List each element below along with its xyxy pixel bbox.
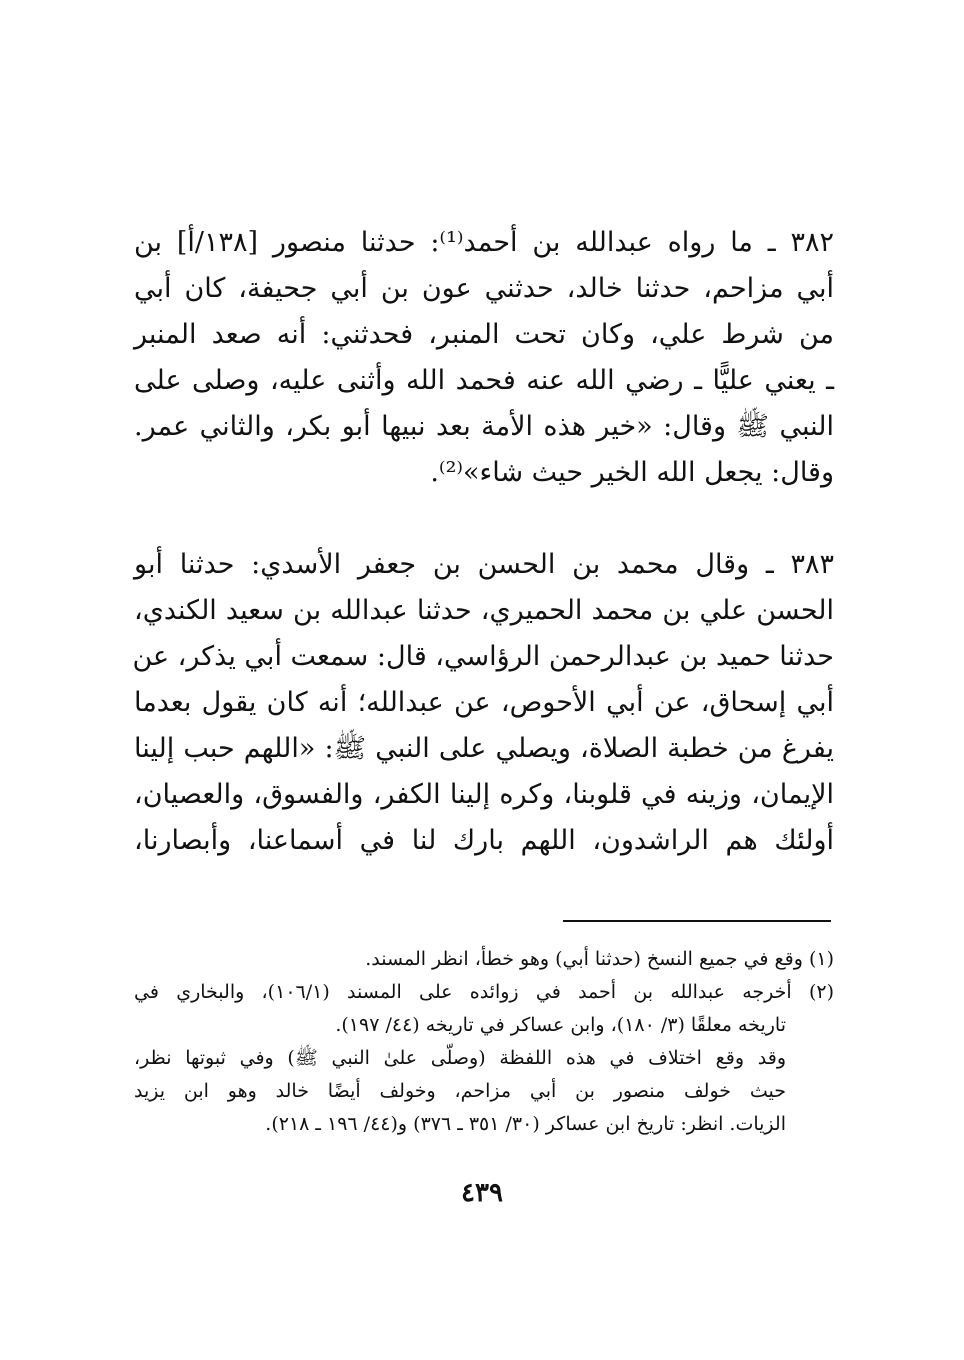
hadith-382-line-3: من شرط علي، وكان تحت المنبر، فحدثني: أنه صعد المنبر: [134, 319, 834, 350]
page-number: ٤٣٩: [461, 1178, 503, 1208]
hadith-382-paragraph: [134, 220, 834, 496]
footnote-2-line-4: حيث خولف منصور بن أبي مزاحم، وخولف أيضًا خالد وهو ابن يزيد: [134, 1080, 786, 1102]
hadith-383-line-7: أولئك هم الراشدون، اللهم بارك لنا في أسماعنا، وأبصارنا،: [134, 825, 834, 856]
hadith-382-line-2: أبي مزاحم، حدثنا خالد، حدثني عون بن أبي جحيفة، كان أبي: [134, 273, 834, 304]
hadith-383-line-6: الإيمان، وزينه في قلوبنا، وكره إلينا الكفر، والفسوق، والعصيان،: [134, 779, 834, 810]
hadith-383-paragraph: [134, 542, 834, 864]
hadith-383-line-3: حدثنا حميد بن عبدالرحمن الرؤاسي، قال: سمعت أبي يذكر، عن: [132, 641, 834, 672]
footnote-2-line-2: تاريخه معلقًا (٣/ ١٨٠)، وابن عساكر في تاريخه (٤٤/ ١٩٧).: [335, 1014, 786, 1036]
hadith-383-line-4: أبي إسحاق، عن أبي الأحوص، عن عبدالله؛ أنه كان يقول بعدما: [134, 687, 834, 718]
footnote-1: (١) وقع في جميع النسخ (حدثنا أبي) وهو خطأ، انظر المسند.: [365, 948, 834, 970]
hadith-383-line-2: الحسن علي بن محمد الحميري، حدثنا عبدالله بن سعيد الكندي،: [134, 595, 834, 626]
footnote-2-line-5: الزيات. انظر: تاريخ ابن عساكر (٣٠/ ٣٥١ ـ ٣٧٦) و(٤٤/ ١٩٦ ـ ٢١٨).: [265, 1113, 786, 1135]
hadith-382-line-4: ـ يعني عليًّا ـ رضي الله عنه فحمد الله وأثنى عليه، وصلى على: [134, 365, 834, 396]
hadith-382-line-6: وقال: يجعل الله الخير حيث شاء»⁽²⁾.: [430, 457, 834, 488]
footnote-separator: [563, 920, 831, 922]
footnote-2-line-3: وقد وقع اختلاف في هذه اللفظة (وصلّى علىٰ النبي ﷺ) وفي ثبوتها نظر،: [134, 1047, 786, 1069]
hadith-382-line-1: ٣٨٢ ـ ما رواه عبدالله بن أحمد⁽¹⁾: حدثنا منصور [١٣٨/أ] بن: [134, 227, 834, 258]
footnote-2-line-1: (٢) أخرجه عبدالله بن أحمد في زوائده على المسند (١٠٦/١)، والبخاري في: [134, 981, 834, 1003]
hadith-383-line-5: يفرغ من خطبة الصلاة، ويصلي على النبي ﷺ: «اللهم حبب إلينا: [134, 733, 834, 764]
hadith-383-line-1: ٣٨٣ ـ وقال محمد بن الحسن بن جعفر الأسدي: حدثنا أبو: [134, 549, 834, 580]
footnotes: [134, 943, 834, 1141]
hadith-382-line-5: النبي ﷺ وقال: «خير هذه الأمة بعد نبيها أبو بكر، والثاني عمر.: [134, 411, 834, 442]
